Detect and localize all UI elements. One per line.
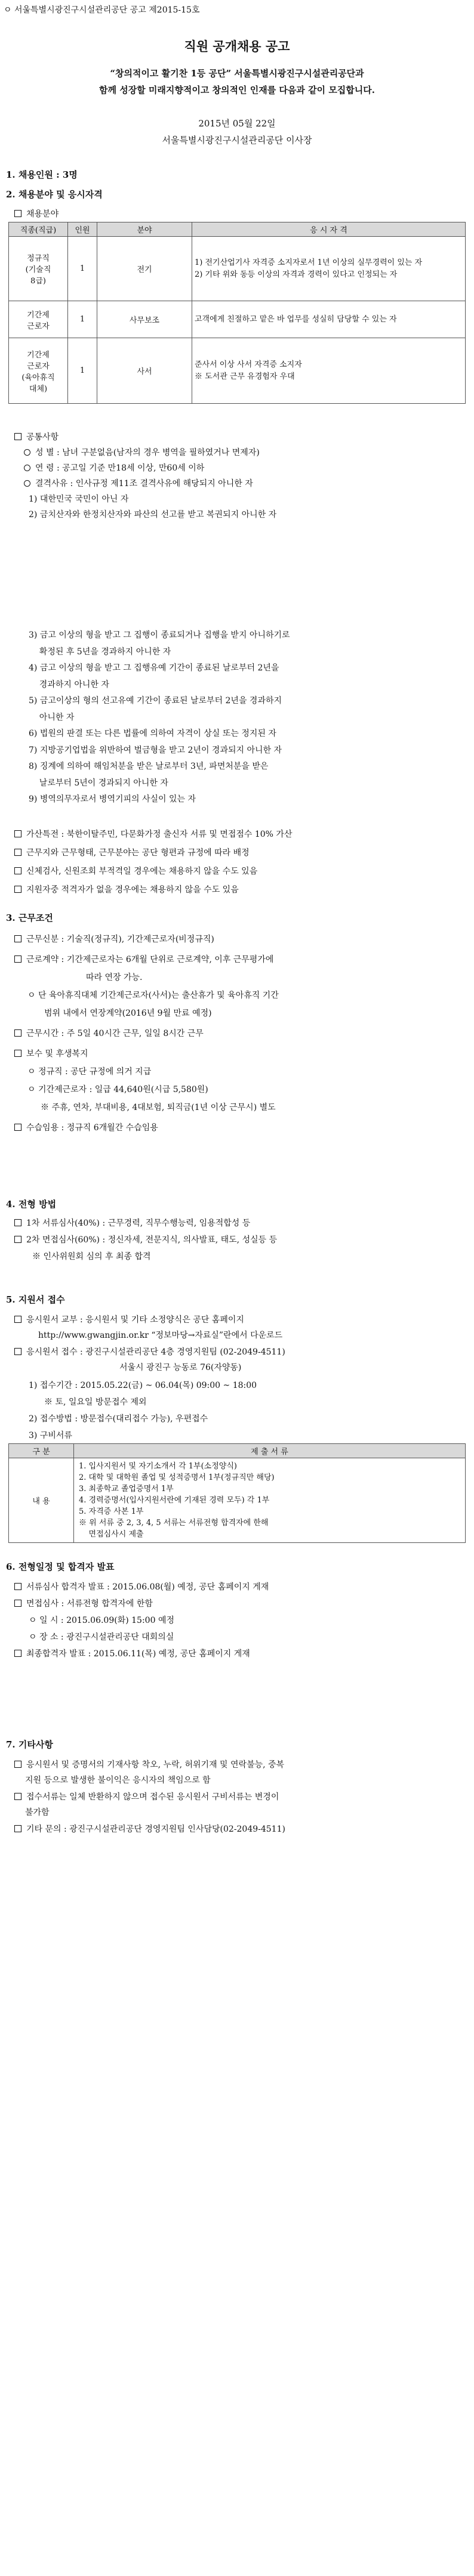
document-item: 면접심사시 제출	[79, 1530, 144, 1539]
work-condition-item: ㅇ 단 육아휴직대체 기간제근로자(사서)는 출산휴가 및 육아휴직 기간	[27, 991, 279, 1000]
page-title: 직원 공개채용 공고	[184, 39, 290, 54]
intro-line-1: “창의적이고 활기찬 1등 공단” 서울특별시광진구시설관리공단과	[110, 68, 364, 79]
table-header-kind: 직종(직급)	[9, 222, 68, 237]
notes-list	[14, 825, 292, 899]
table-header-qualification: 응 시 자 격	[192, 222, 466, 237]
work-condition-item: 범위 내에서 연장계약(2016년 9월 만료 예정)	[44, 1009, 212, 1018]
work-condition-item: 근로계약 : 기간제근로자는 6개월 단위로 근로계약, 이후 근무평가에	[14, 952, 279, 967]
disqualification-item: 2) 금치산자와 한정치산자와 파산의 선고를 받고 복권되지 아니한 자	[29, 510, 277, 519]
docs-header-category: 구 분	[9, 1444, 74, 1458]
submission-period-note: ※ 토, 일요일 방문접수 제외	[44, 1397, 147, 1407]
checkbox-icon	[14, 1316, 21, 1323]
section-5-title: 5. 지원서 접수	[6, 1294, 65, 1305]
work-condition-item: 따라 연장 가능.	[86, 973, 143, 982]
row-qualification: 준사서 이상 사서 자격증 소지자 ※ 도서관 근무 유경험자 우대	[192, 338, 466, 404]
misc-item-continued: 지원 등으로 발생한 불이익은 응시자의 책임으로 함	[25, 1776, 211, 1785]
checkbox-icon	[14, 1050, 21, 1057]
row-kind: 기간제 근로자	[9, 301, 68, 338]
disqualification-item: 날로부터 5년이 경과되지 아니한 자	[29, 778, 168, 788]
work-condition-item: ※ 주휴, 연차, 부대비용, 4대보험, 퇴직금(1년 이상 근무시) 별도	[41, 1103, 276, 1112]
circle-bullet-icon	[24, 465, 30, 471]
checkbox-icon	[14, 830, 21, 837]
circle-bullet-icon	[24, 449, 30, 456]
work-condition-item: ㅇ 정규직 : 공단 규정에 의거 지급	[27, 1067, 152, 1077]
interview-date: ㅇ 일 시 : 2015.06.09(화) 15:00 예정	[29, 1616, 174, 1625]
disqualification-item: 4) 금고 이상의 형을 받고 그 집행유예 기간이 종료된 날로부터 2년을	[29, 663, 279, 673]
disqualification-item: 아니한 자	[29, 712, 75, 722]
note-item: 신체검사, 신원조회 부적격일 경우에는 채용하지 않을 수도 있음	[14, 862, 292, 881]
work-condition-item: 보수 및 후생복지	[14, 1046, 279, 1062]
work-condition-item: ㅇ 기간제근로자 : 일급 44,640원(시급 5,580원)	[27, 1085, 208, 1094]
disqualification-item: 7) 지방공기업법을 위반하여 벌금형을 받고 2년이 경과되지 아니한 자	[29, 745, 282, 755]
table-header-field: 분야	[97, 222, 192, 237]
required-documents-heading: 3) 구비서류	[29, 1431, 72, 1440]
row-qualification: 1) 전기산업기사 자격증 소지자로서 1년 이상의 실무경력이 있는 자 2) 기타 위와 동등 이상의 자격과 경력이 있다고 인정되는 자	[192, 237, 466, 301]
disqualification-item: 1) 대한민국 국민이 아닌 자	[29, 494, 129, 504]
document-item: 5. 자격증 사본 1부	[79, 1507, 144, 1516]
document-item: 4. 경력증명서(입사지원서란에 기재된 경력 모두) 각 1부	[79, 1496, 270, 1505]
work-conditions-list	[14, 932, 279, 1136]
checkbox-icon	[14, 1348, 21, 1355]
row-field: 전기	[97, 237, 192, 301]
disqualification-item: 9) 병역의무자로서 병역기피의 사실이 있는 자	[29, 794, 196, 804]
common-heading-label: 공통사항	[26, 432, 59, 442]
selection-step: 1차 서류심사(40%) : 근무경력, 직무수행능력, 임용적합성 등	[14, 1217, 250, 1229]
checkbox-icon	[14, 886, 21, 893]
intro-line-2: 함께 성장할 미래지향적이고 창의적인 인재를 다음과 같이 모집합니다.	[99, 85, 375, 95]
document-item: 1. 입사지원서 및 자기소개서 각 1부(소정양식)	[79, 1462, 237, 1471]
section-3-title: 3. 근무조건	[6, 913, 53, 923]
checkbox-icon	[14, 210, 21, 217]
selection-note: ※ 인사위원회 심의 후 최종 합격	[32, 1252, 151, 1261]
table-row	[9, 301, 466, 338]
row-count: 1	[68, 237, 97, 301]
table-row	[9, 338, 466, 404]
checkbox-icon	[14, 1761, 21, 1768]
section-2-title: 2. 채용분야 및 응시자격	[6, 189, 103, 200]
document-item: 3. 최종학교 졸업증명서 1부	[79, 1485, 174, 1493]
checkbox-icon	[14, 1600, 21, 1607]
checkbox-icon	[14, 1029, 21, 1037]
section-1-title: 1. 채용인원 : 3명	[6, 169, 78, 180]
note-item: 가산특전 : 북한이탈주민, 다문화가정 출신자 서류 및 면접점수 10% 가산	[14, 825, 292, 844]
misc-item: 접수서류는 일체 반환하지 않으며 접수된 응시원서 구비서류는 변경이	[14, 1790, 279, 1802]
docs-header-documents: 제 출 서 류	[74, 1444, 466, 1458]
checkbox-icon	[14, 1650, 21, 1657]
submission-method: 2) 접수방법 : 방문접수(대리접수 가능), 우편접수	[29, 1414, 208, 1424]
checkbox-icon	[14, 867, 21, 874]
recruit-field-label: 채용분야	[26, 209, 59, 219]
document-item: 2. 대학 및 대학원 졸업 및 성적증명서 1부(정규직만 해당)	[79, 1473, 275, 1482]
common-item: 결격사유 : 인사규정 제11조 결격사유에 해당되지 아니한 자	[24, 477, 253, 489]
office-address: 서울시 광진구 능동로 76(자양동)	[119, 1363, 242, 1372]
row-kind: 기간제 근로자 (육아휴직 대체)	[9, 338, 68, 404]
common-heading	[14, 431, 59, 443]
misc-item-continued: 불가함	[25, 1808, 50, 1817]
disqualification-item: 6) 법원의 판결 또는 다른 법률에 의하여 자격이 상실 또는 정지된 자	[29, 729, 276, 738]
section-7-title: 7. 기타사항	[6, 1739, 53, 1750]
table-row	[9, 237, 466, 301]
disqualification-item: 5) 금고이상의 형의 선고유예 기간이 종료된 날로부터 2년을 경과하지	[29, 696, 282, 706]
disqualification-item: 확정된 후 5년을 경과하지 아니한 자	[29, 647, 171, 657]
common-item: 연 령 : 공고일 기준 만18세 이상, 만60세 이하	[24, 462, 204, 474]
recruit-field-heading	[14, 208, 59, 219]
form-distribution: 응시원서 교부 : 응시원서 및 기타 소정양식은 공단 홈페이지	[14, 1313, 244, 1325]
checkbox-icon	[14, 849, 21, 856]
row-kind: 정규직 (기술직 8급)	[9, 237, 68, 301]
notice-date: 2015년 05월 22일	[198, 118, 276, 129]
selection-step: 2차 면접심사(60%) : 정신자세, 전문지식, 의사발표, 태도, 성실등 등	[14, 1233, 277, 1245]
docs-row-label: 내 용	[9, 1458, 74, 1543]
row-qualification: 고객에게 친절하고 맡은 바 업무를 성실히 담당할 수 있는 자	[192, 301, 466, 338]
schedule-item: 면접심사 : 서류전형 합격자에 한함	[14, 1597, 153, 1609]
documents-table	[8, 1443, 466, 1543]
work-condition-item: 근무신분 : 기술직(정규직), 기간제근로자(비정규직)	[14, 932, 279, 947]
section-6-title: 6. 전형일정 및 합격자 발표	[6, 1561, 115, 1572]
row-count: 1	[68, 301, 97, 338]
disqualification-item: 경과하지 아니한 자	[29, 679, 109, 689]
row-field: 사서	[97, 338, 192, 404]
notice-number: ㅇ 서울특별시광진구시설관리공단 공고 제2015-15호	[4, 5, 200, 15]
issuer: 서울특별시광진구시설관리공단 이사장	[162, 135, 312, 146]
common-item: 성 별 : 남녀 구분없음(남자의 경우 병역을 필하였거나 면제자)	[24, 446, 260, 458]
checkbox-icon	[14, 1219, 21, 1226]
docs-items	[74, 1458, 466, 1543]
section-4-title: 4. 전형 방법	[6, 1199, 57, 1210]
document-item: ※ 위 서류 중 2, 3, 4, 5 서류는 서류전형 합격자에 한해	[79, 1519, 269, 1527]
disqualification-list	[29, 627, 290, 808]
schedule-item: 최종합격자 발표 : 2015.06.11(목) 예정, 공단 홈페이지 게재	[14, 1647, 250, 1659]
recruitment-table	[8, 222, 466, 404]
work-condition-item: 수습임용 : 정규직 6개월간 수습임용	[14, 1120, 279, 1136]
checkbox-icon	[14, 955, 21, 963]
table-header-count: 인원	[68, 222, 97, 237]
schedule-item: 서류심사 합격자 발표 : 2015.06.08(월) 예정, 공단 홈페이지 게재	[14, 1581, 269, 1592]
misc-item: 응시원서 및 증명서의 기재사항 착오, 누락, 허위기재 및 연락불능, 중복	[14, 1758, 284, 1770]
checkbox-icon	[14, 1583, 21, 1590]
note-item: 지원자중 적격자가 없을 경우에는 채용하지 않을 수도 있음	[14, 881, 292, 899]
checkbox-icon	[14, 935, 21, 942]
circle-bullet-icon	[24, 480, 30, 487]
disqualification-item: 3) 금고 이상의 형을 받고 그 집행이 종료되거나 집행을 받지 아니하기로	[29, 630, 290, 640]
disqualification-item: 8) 징계에 의하여 해임처분을 받은 날로부터 3년, 파면처분을 받은	[29, 762, 269, 771]
interview-place: ㅇ 장 소 : 광진구시설관리공단 대회의실	[29, 1632, 174, 1642]
checkbox-icon	[14, 1825, 21, 1832]
row-field: 사무보조	[97, 301, 192, 338]
submission-period: 1) 접수기간 : 2015.05.22(금) ~ 06.04(목) 09:00 ~ 18:00	[29, 1381, 257, 1390]
submission-place: 응시원서 접수 : 광진구시설관리공단 4층 경영지원팀 (02-2049-4511)	[14, 1346, 285, 1357]
checkbox-icon	[14, 1793, 21, 1800]
download-url: http://www.gwangjin.or.kr “정보마당→자료실”란에서 다운로드	[38, 1331, 283, 1340]
note-item: 근무지와 근무형태, 근무분야는 공단 형편과 규정에 따라 배정	[14, 844, 292, 862]
checkbox-icon	[14, 1124, 21, 1131]
checkbox-icon	[14, 1236, 21, 1243]
misc-item: 기타 문의 : 광진구시설관리공단 경영지원팀 인사담당(02-2049-4511)	[14, 1823, 285, 1835]
work-condition-item: 근무시간 : 주 5일 40시간 근무, 일일 8시간 근무	[14, 1026, 279, 1041]
checkbox-icon	[14, 433, 21, 440]
row-count: 1	[68, 338, 97, 404]
